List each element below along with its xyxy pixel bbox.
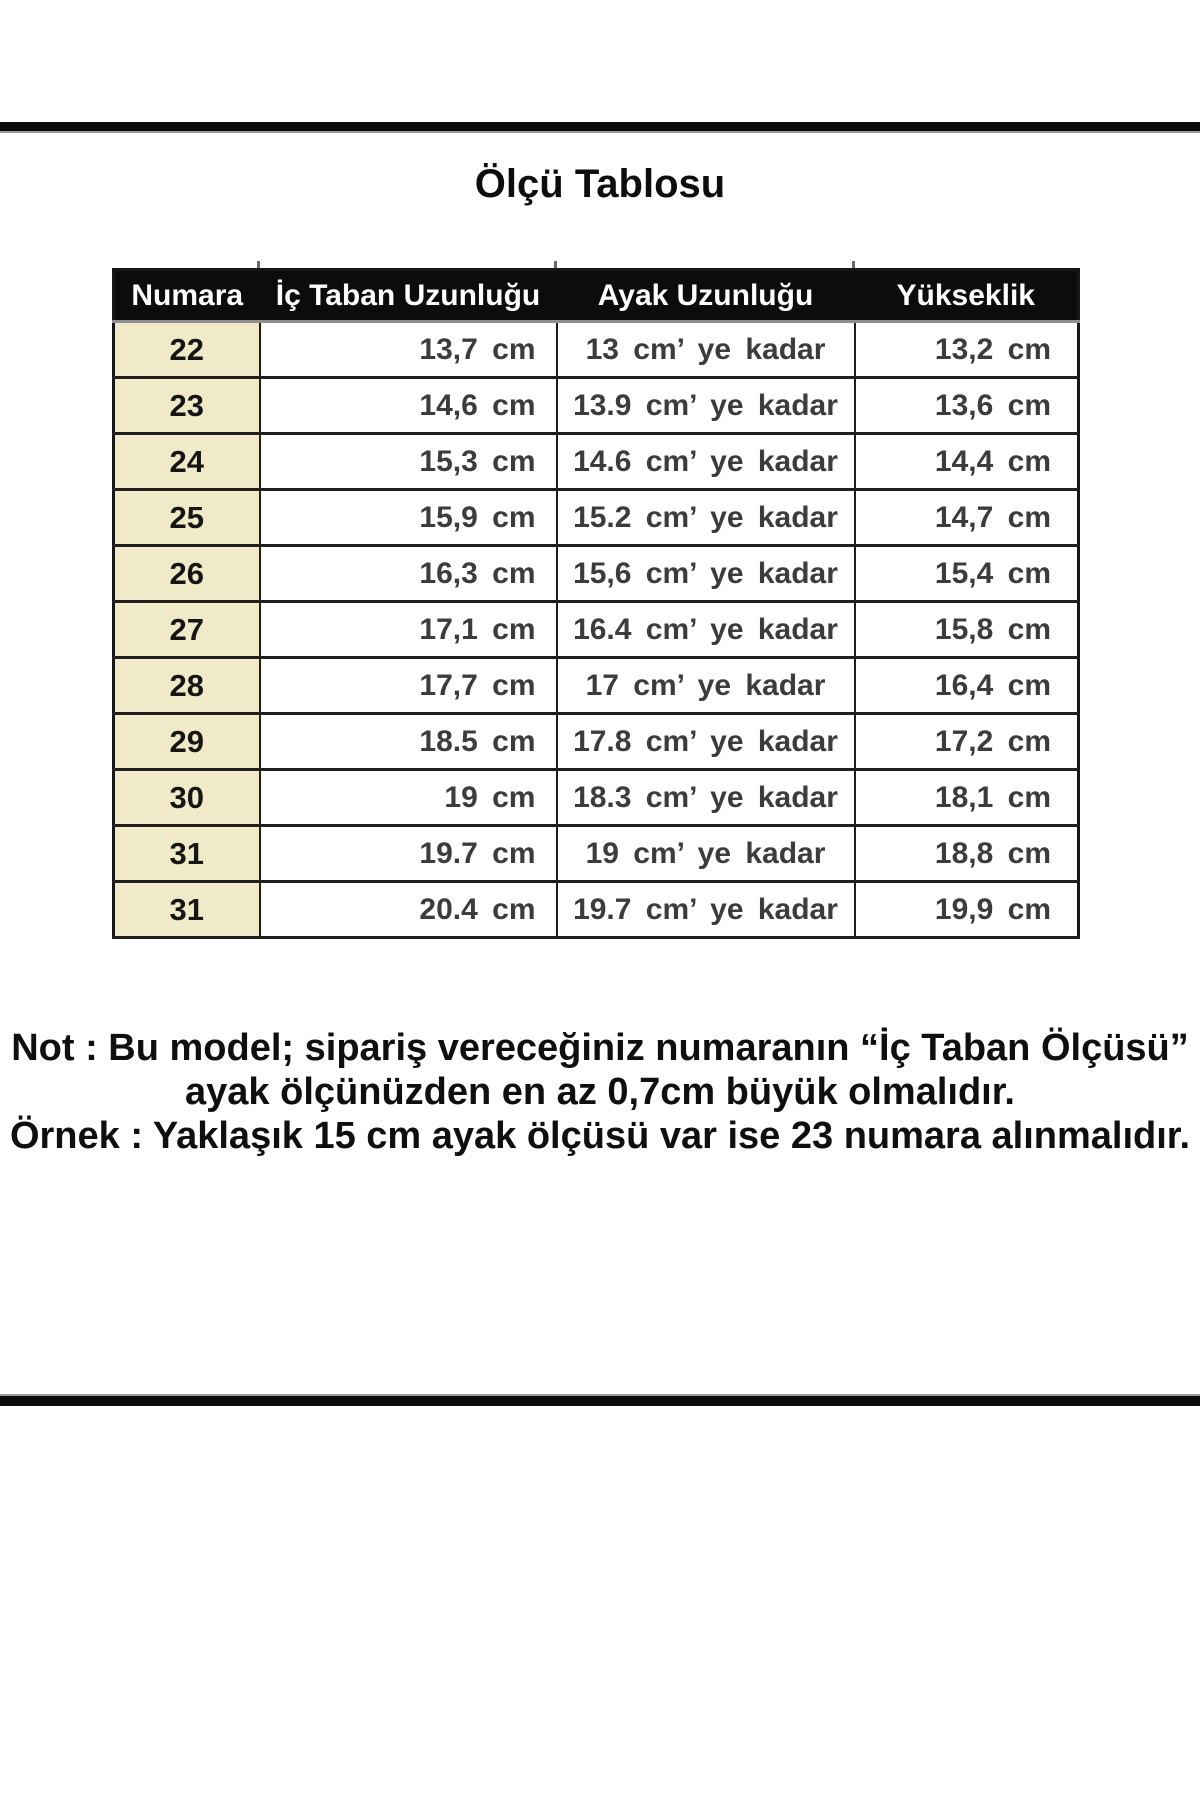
table-row [114,714,1079,770]
size-table-header [114,270,1079,322]
top-divider-bar [0,122,1200,133]
cell-numara: 24 [114,434,260,490]
table-row [114,434,1079,490]
cell-numara: 25 [114,490,260,546]
cell-ic-taban-uzunlugu: 18.5 cm [260,714,557,770]
cell-ayak-uzunlugu: 14.6 cm’ ye kadar [557,434,855,490]
cell-ic-taban-uzunlugu: 13,7 cm [260,322,557,378]
note-line-2: ayak ölçünüzden en az 0,7cm büyük olmalıdır. [185,1071,1015,1113]
cell-numara: 22 [114,322,260,378]
cell-ic-taban-uzunlugu: 15,9 cm [260,490,557,546]
cell-numara: 26 [114,546,260,602]
cell-numara: 27 [114,602,260,658]
cell-yukseklik: 16,4 cm [855,658,1079,714]
cell-ayak-uzunlugu: 19 cm’ ye kadar [557,826,855,882]
table-row [114,378,1079,434]
cell-yukseklik: 15,4 cm [855,546,1079,602]
cell-ayak-uzunlugu: 18.3 cm’ ye kadar [557,770,855,826]
cell-yukseklik: 18,1 cm [855,770,1079,826]
page-title: Ölçü Tablosu [474,162,726,206]
column-header-yukseklik: Yükseklik [855,270,1079,322]
cell-ic-taban-uzunlugu: 17,7 cm [260,658,557,714]
cell-yukseklik: 14,4 cm [855,434,1079,490]
cell-yukseklik: 13,2 cm [855,322,1079,378]
cell-yukseklik: 17,2 cm [855,714,1079,770]
bottom-divider-bar [0,1394,1200,1406]
cell-ic-taban-uzunlugu: 19 cm [260,770,557,826]
column-header-ayak-uzunlugu: Ayak Uzunluğu [557,270,855,322]
cell-numara: 30 [114,770,260,826]
note-text [0,1026,1200,1158]
size-table [112,268,1080,939]
cell-ayak-uzunlugu: 19.7 cm’ ye kadar [557,882,855,938]
cell-ayak-uzunlugu: 17 cm’ ye kadar [557,658,855,714]
note-line-1: Not : Bu model; sipariş vereceğiniz numaranın “İç Taban Ölçüsü” [11,1027,1189,1069]
cell-yukseklik: 18,8 cm [855,826,1079,882]
cell-ic-taban-uzunlugu: 20.4 cm [260,882,557,938]
cell-ayak-uzunlugu: 15.2 cm’ ye kadar [557,490,855,546]
table-row [114,770,1079,826]
cell-yukseklik: 15,8 cm [855,602,1079,658]
size-table-header-row [114,270,1079,322]
table-row [114,882,1079,938]
column-header-ic-taban-uzunlugu: İç Taban Uzunluğu [260,270,557,322]
table-row [114,602,1079,658]
cell-ic-taban-uzunlugu: 16,3 cm [260,546,557,602]
cell-ic-taban-uzunlugu: 17,1 cm [260,602,557,658]
cell-numara: 31 [114,882,260,938]
table-row [114,546,1079,602]
cell-yukseklik: 19,9 cm [855,882,1079,938]
cell-yukseklik: 14,7 cm [855,490,1079,546]
cell-ayak-uzunlugu: 15,6 cm’ ye kadar [557,546,855,602]
cell-ic-taban-uzunlugu: 14,6 cm [260,378,557,434]
cell-ayak-uzunlugu: 16.4 cm’ ye kadar [557,602,855,658]
cell-ayak-uzunlugu: 13.9 cm’ ye kadar [557,378,855,434]
table-row [114,490,1079,546]
column-header-numara: Numara [114,270,260,322]
table-row [114,658,1079,714]
cell-ic-taban-uzunlugu: 15,3 cm [260,434,557,490]
cell-numara: 23 [114,378,260,434]
table-row [114,322,1079,378]
cell-yukseklik: 13,6 cm [855,378,1079,434]
size-table-body [114,322,1079,938]
table-row [114,826,1079,882]
cell-numara: 28 [114,658,260,714]
cell-ic-taban-uzunlugu: 19.7 cm [260,826,557,882]
cell-ayak-uzunlugu: 17.8 cm’ ye kadar [557,714,855,770]
note-line-3: Örnek : Yaklaşık 15 cm ayak ölçüsü var ise 23 numara alınmalıdır. [9,1115,1191,1157]
cell-ayak-uzunlugu: 13 cm’ ye kadar [557,322,855,378]
cell-numara: 29 [114,714,260,770]
cell-numara: 31 [114,826,260,882]
